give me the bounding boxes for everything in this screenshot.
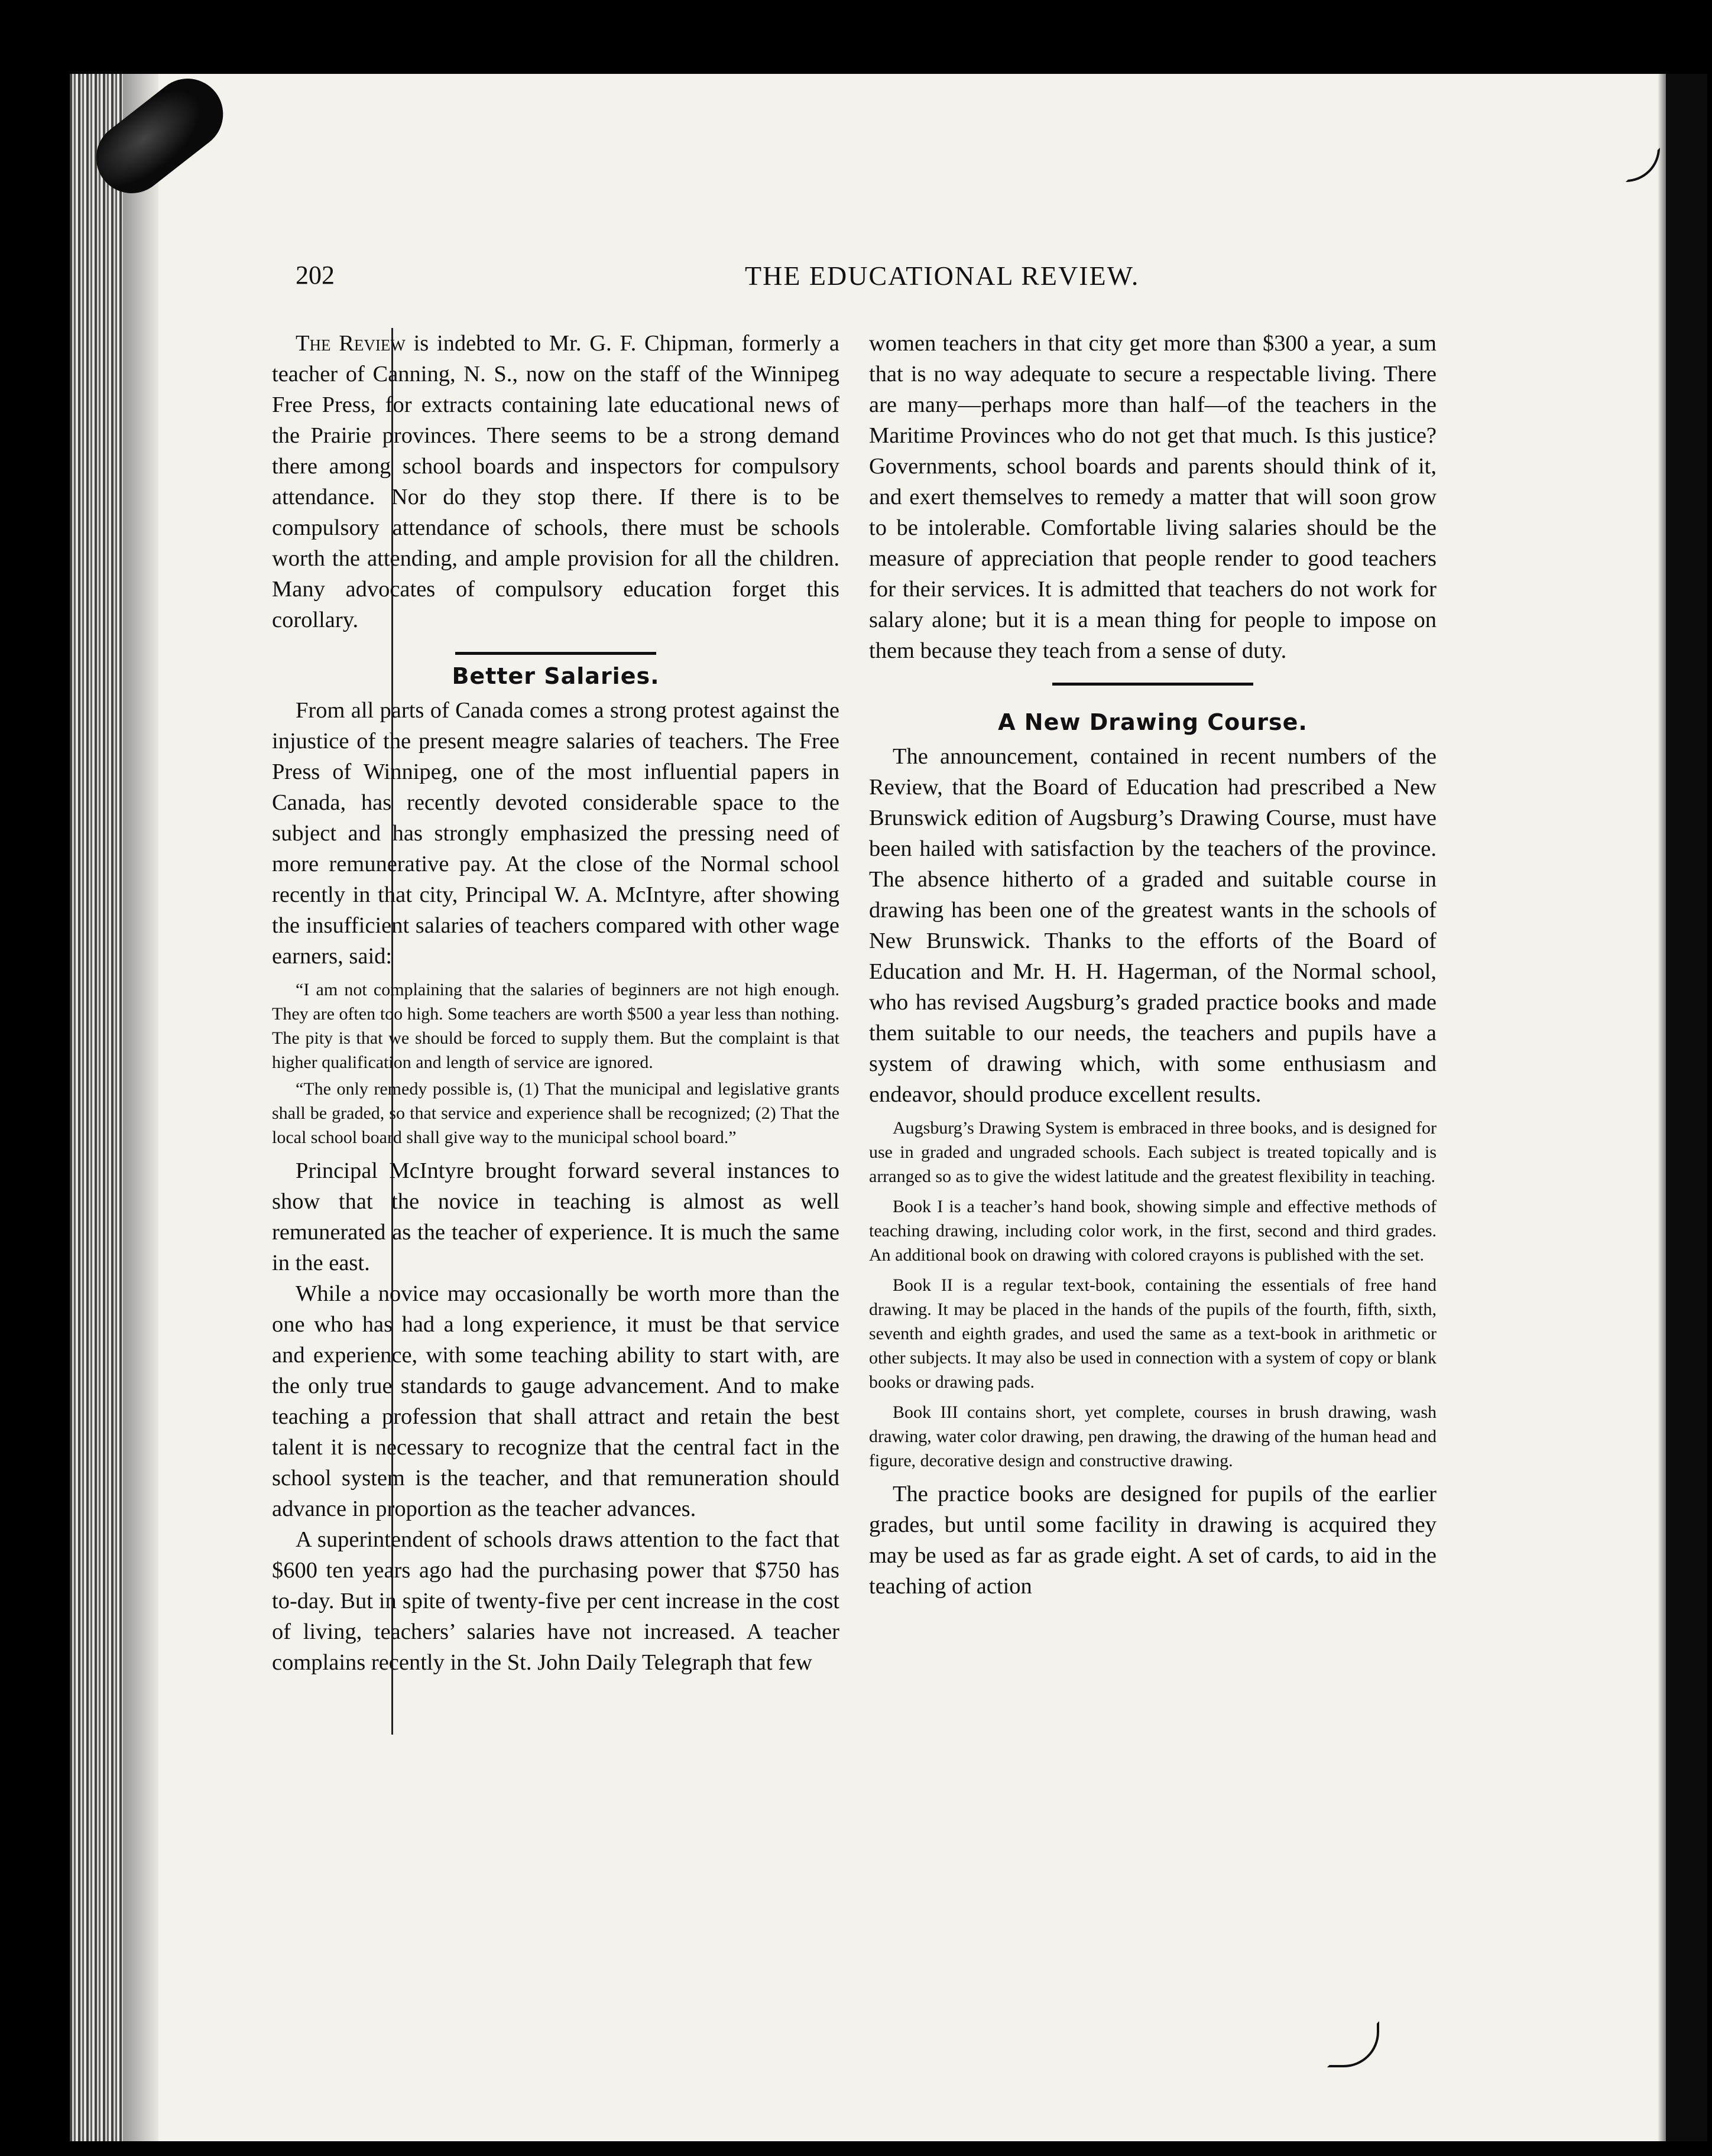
salaries-paragraph-1: From all parts of Canada comes a strong protest against the injustice of the present meagre salaries of teachers. The Free Press of Winnipeg, one of the most influential papers in Canada, has recently devoted considerable space to the subject and has strongly emphasized the pressing need of more remunerative pay. At the close of the Normal school recently in that city, Principal W. A. McIntyre, after showing the insufficient salaries of teachers compared with other wage earners, said: (272, 698, 839, 969)
quote-paragraph-1: “I am not complaining that the salaries of beginners are not high enough. They are often too high. Some teachers are worth $500 a year less than nothing. The pity is that we should be forced to supply them. But the complaint is that higher qualification and length of service are ignored. (272, 980, 839, 1072)
section-divider-2 (1052, 683, 1253, 686)
page-number: 202 (296, 261, 335, 290)
salaries-paragraph-4: A superintendent of schools draws attention to the fact that $600 ten years ago had the purchasing power that $750 has to-day. But in spite of twenty-five per cent increase in the cost of living, teachers’ salaries have not increased. A teacher complains recently in the St. John Daily Telegraph that few (272, 1527, 839, 1675)
drawing-note-2: Book I is a teacher’s hand book, showing simple and effective methods of teaching drawing, including color work, in the first, second and third grades. An additional book on drawing with colored crayons is published with the set. (869, 1197, 1437, 1265)
right-column (869, 328, 1437, 1602)
section-divider (455, 652, 656, 655)
drawing-note-3: Book II is a regular text-book, containing the essentials of free hand drawing. It may be placed in the hands of the pupils of the fourth, fifth, sixth, seventh and eighth grades, and used the same as a text-book in arithmetic or other subjects. It may also be used in connection with a system of copy or blank books or drawing pads. (869, 1275, 1437, 1392)
section-heading-better-salaries: Better Salaries. (452, 663, 660, 689)
running-head: THE EDUCATIONAL REVIEW. (745, 261, 1140, 291)
section-heading-drawing-course: A New Drawing Course. (998, 709, 1308, 735)
intro-lead: The Review (296, 331, 406, 356)
quote-paragraph-2: “The only remedy possible is, (1) That the municipal and legislative grants shall be graded, so that service and experience shall be recognized; (2) That the local school board shall give way to the municipal school board.” (272, 1079, 839, 1147)
scan-border (1666, 74, 1707, 2141)
intro-paragraph (272, 328, 839, 635)
page-header (296, 260, 1212, 301)
left-column (272, 328, 839, 1678)
page-fore-edge (123, 74, 158, 2141)
salaries-paragraph-2: Principal McIntyre brought forward several instances to show that the novice in teaching is almost as well remunerated as the teacher of experience. It is much the same in the east. (272, 1158, 839, 1275)
salaries-continued-paragraph: women teachers in that city get more than $300 a year, a sum that is no way adequate to secure a respectable living. There are many—perhaps more than half—of the teachers in the Maritime Provinces who do not get that much. Is this justice? Governments, school boards and parents should think of it, and exert themselves to remedy a matter that will soon grow to be intolerable. Comfortable living salaries should be the measure of appreciation that people render to good teachers for their services. It is admitted that teachers do not work for salary alone; but it is a mean thing for people to impose on them because they teach from a sense of duty. (869, 331, 1437, 663)
drawing-note-4: Book III contains short, yet complete, courses in brush drawing, wash drawing, water color drawing, pen drawing, the drawing of the human head and figure, decorative design and constructive drawing. (869, 1402, 1437, 1470)
salaries-paragraph-3: While a novice may occasionally be worth more than the one who has had a long experience, it must be that service and experience, with some teaching ability to start with, are the only true standards to gauge advancement. And to make teaching a profession that shall attract and retain the best talent it is necessary to recognize that the central fact in the school system is the teacher, and that remuneration should advance in proportion as the teacher advances. (272, 1281, 839, 1521)
scanner-edge (70, 74, 123, 2141)
drawing-paragraph-1: The announcement, contained in recent numbers of the Review, that the Board of Education had prescribed a New Brunswick edition of Augsburg’s Drawing Course, must have been hailed with satisfaction by the teachers of the province. The absence hitherto of a graded and suitable course in drawing has been one of the greatest wants in the schools of New Brunswick. Thanks to the efforts of the Board of Education and Mr. H. H. Hagerman, of the Normal school, who has revised Augsburg’s graded practice books and made them suitable to our needs, the teachers and pupils have a system of drawing which, with some enthusiasm and endeavor, should produce excellent results. (869, 744, 1437, 1107)
drawing-paragraph-2: The practice books are designed for pupils of the earlier grades, but until some facility in drawing is acquired they may be used as far as grade eight. A set of cards, to aid in the teaching of action (869, 1482, 1437, 1599)
intro-text: is indebted to Mr. G. F. Chipman, formerly a teacher of Canning, N. S., now on the staff of the Winnipeg Free Press, for extracts containing late educational news of the Prairie provinces. There seems to be a strong demand there among school boards and inspectors for compulsory attendance. Nor do they stop there. If there is to be compulsory attendance of schools, there must be schools worth the attending, and ample provision for all the children. Many advocates of compulsory education forget this corollary. (272, 331, 840, 632)
drawing-note-1: Augsburg’s Drawing System is embraced in three books, and is designed for use in graded and ungraded schools. Each subject is treated topically and is arranged so as to give the widest latitude and the greatest flexibility in teaching. (869, 1118, 1437, 1186)
